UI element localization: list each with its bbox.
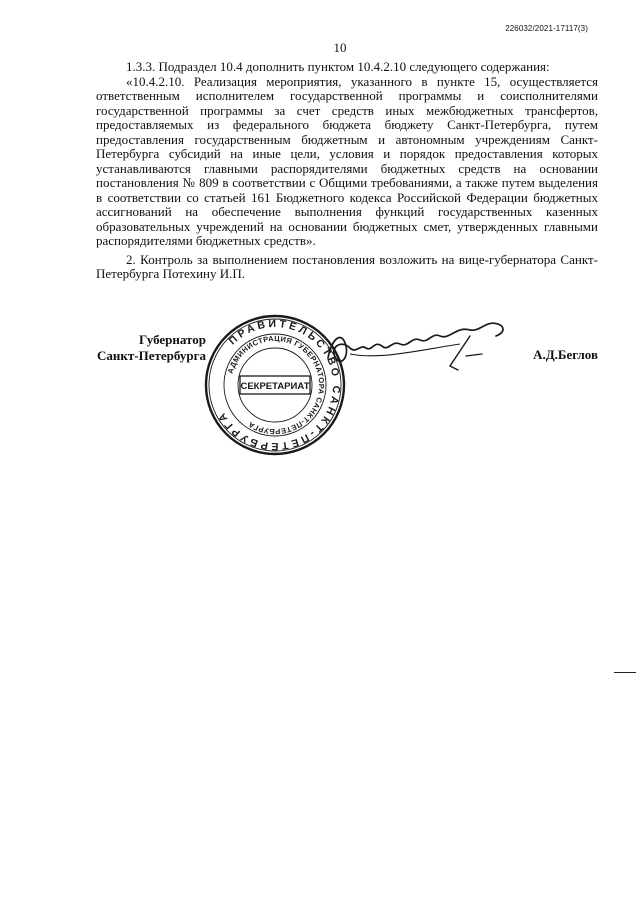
seal-center-text: СЕКРЕТАРИАТ — [240, 381, 310, 392]
page-number: 10 — [333, 40, 347, 55]
signatory-title-line1: Губернатор — [138, 332, 206, 347]
signatory-name: А.Д.Беглов — [533, 347, 598, 362]
seal-outer-text: ПРАВИТЕЛЬСТВО САНКТ-ПЕТЕРБУРГА — [214, 317, 343, 453]
signatory-title — [96, 332, 206, 364]
paragraph-amendment: 1.3.3. Подраздел 10.4 дополнить пунктом 10.4.2.10 следующего содержания: — [126, 59, 550, 74]
document-body — [96, 60, 598, 282]
paragraph-quoted-clause: «10.4.2.10. Реализация мероприятия, указанного в пункте 15, осуществляется ответственным исполнителем государственной программы и соисполнителями государственной программы за счет средств иных межбюджетных трансфертов, предоставляемых из федерального бюджета бюджету Санкт-Петербурга, путем предоставления государственным бюджетным и автономным учреждениям Санкт-Петербурга субсидий на иные цели, условия и порядок предоставления которых устанавливаются главными распорядителями бюджетных средств на основании постановления № 809 в соответствии с Общими требованиями, а также путем выделения в соответствии со статьей 161 Бюджетного кодекса Российской Федерации бюджетных ассигнований на обеспечение выполнения функций государственных казенных образовательных учреждений на основании бюджетных смет, утвержденных главными распорядителями бюджетных средств». — [96, 73, 598, 248]
handwritten-signature — [320, 310, 520, 380]
paragraph-control: 2. Контроль за выполнением постановления возложить на вице-губернатора Санкт-Петербурга Потехину И.П. — [96, 251, 598, 281]
document-id: 226032/2021-17117(3) — [505, 24, 588, 33]
margin-mark — [614, 672, 636, 673]
seal-inner-text: АДМИНИСТРАЦИЯ ГУБЕРНАТОРА САНКТ-ПЕТЕРБУРГА — [225, 333, 327, 437]
signatory-title-line2: Санкт-Петербурга — [97, 348, 206, 363]
